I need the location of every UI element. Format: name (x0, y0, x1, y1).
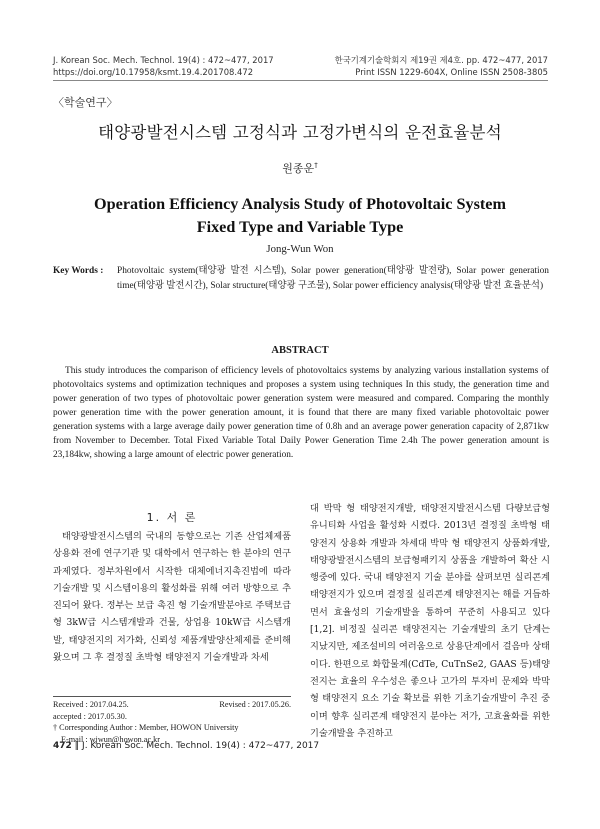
accepted-date: accepted : 2017.05.30. (53, 711, 127, 721)
journal-citation-korean: 한국기계기술학회지 제19권 제4호. pp. 472~477, 2017 (334, 55, 548, 65)
abstract-heading: ABSTRACT (271, 345, 329, 356)
corresponding-mark: † (314, 161, 318, 170)
page-footer (53, 741, 319, 751)
running-header-right (335, 54, 548, 78)
article-type-tag: 〈학술연구〉 (53, 96, 118, 109)
author-korean (0, 160, 600, 176)
keywords-text: Photovoltaic system(태양광 발전 시스템), Solar power generation(태양광 발전량), Solar power generation time(태양광 발전시간), Solar structure(태양광 구조물), Solar power efficiency analysis(태양광 발전 효율분석) (117, 266, 549, 292)
revised-date: Revised : 2017.05.26. (219, 700, 291, 709)
keywords-label: Key Words : (53, 266, 104, 276)
abstract-body: This study introduces the comparison of efficiency levels of photovoltaics systems by analyzing various installation systems of photovoltaics systems and optimization techniques and proposes a system using techniques In this study, the generation time and power generation of two types of photovoltaic power generation system were measured and compared. Comparing the monthly power generation time with the power generation amount, it is found that there are many fixed variable photovoltaic power generation systems with a large average daily power generation time of 0.8h and an average power generation capacity of 2,871kw from November to December. Total Fixed Variable Total Daily Power Generation Time 2.4h The power generation amount is 23,184kw, showing a large amount of electric power generation. (53, 366, 549, 460)
body-text-right-column: 대 박막 형 태양전지개발, 태양전지발전시스템 다량보급형 유니티화 사업을 활성화 시켰다. 2013년 결정질 초박형 태양전지 상용화 개발과 차세대 박막 형 태양전지 상품화개발, 태양광발전시스템의 보급형패키지 상품을 개발하여 확산 시행중에 있다. 국내 태양전지 기술 분야를 살펴보면 실리콘계 태양전지가 있으며 결정질 실리콘계 태양전지는 해를 거듭하면서 효율성의 기술개발을 통하여 꾸준히 사용되고 있다[1,2]. 비정질 실리콘 태양전지는 기술개발의 초기 단계는 지났지만, 제조설비의 여러움으로 상용단계에서 걸음마 상태이다. 한편으로 화합물계(CdTe, CuTnSe2, GAAS 등)태양전지는 효율의 우수성은 좋으나 고가의 투자비 문제와 박막형 태양전지 요소 기술 확보를 위한 기초기술개발이 추진 중이며 향후 실리콘계 태양전지 분야는 저가, 고효율화를 위한 기술개발을 추진하고 (310, 503, 550, 739)
received-date: Received : 2017.04.25. (53, 700, 129, 709)
author-email[interactable]: E-mail : wjwun@howon.ac.kr (61, 734, 160, 744)
author-english: Jong-Wun Won (266, 243, 334, 255)
footnote-divider (53, 696, 291, 697)
header-divider (53, 80, 548, 81)
corresponding-author: † Corresponding Author : Member, HOWON University (53, 723, 239, 732)
footer-journal: J. Korean Soc. Mech. Technol. 19(4) : 472~477, 2017 (82, 741, 320, 751)
footer-separator: ‖ (74, 741, 80, 751)
body-text-left-column: 태양광발전시스템의 국내의 동향으로는 기존 산업체제품상용화 전에 연구기관 및 대학에서 연구하는 한 분야의 연구과제였다. 정부차원에서 시작한 대체에너지촉진법에 따라 기술개발 및 시스템이용의 활성화를 위해 여러 방향으로 추진되어 왔다. 정부는 보급 촉진 형 기술개발분야로 주택보급형 3kW급 시스템개발과 건물, 상업용 10kW급 시스템개발, 태양전지의 저가화, 신뢰성 제품개발양산체제를 준비해 왔으며 그 후 결정질 초박형 태양전지 기술개발과 차세 (53, 531, 291, 664)
title-korean: 태양광발전시스템 고정식과 고정가변식의 운전효율분석 (98, 123, 502, 142)
page-number: 472 (53, 741, 72, 751)
title-english (0, 193, 600, 239)
doi-link[interactable]: https://doi.org/10.17958/ksmt.19.4.201708.472 (53, 67, 254, 77)
issn-info: Print ISSN 1229-604X, Online ISSN 2508-3805 (355, 67, 548, 77)
section-heading-introduction: 1. 서 론 (146, 511, 198, 524)
footnote-block (53, 699, 291, 745)
running-header-left (53, 54, 274, 78)
author-name-korean: 원종운 (282, 162, 315, 175)
title-english-line2: Fixed Type and Variable Type (196, 218, 404, 236)
title-english-line1: Operation Efficiency Analysis Study of Photovoltaic System (94, 195, 506, 213)
journal-citation: J. Korean Soc. Mech. Technol. 19(4) : 472~477, 2017 (53, 55, 274, 65)
